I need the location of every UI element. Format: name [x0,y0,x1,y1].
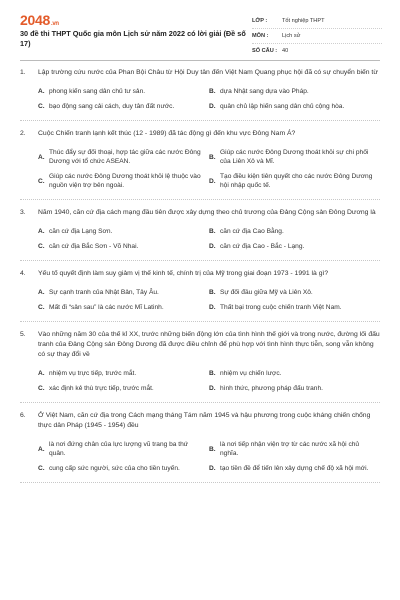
option-text: nhiệm vụ trực tiếp, trước mắt. [49,370,137,377]
answer-option[interactable] [38,145,209,169]
question-number: 4. [20,270,26,277]
option-letter: A. [38,289,45,296]
option-text: Tạo điều kiện tiên quyết cho các nước Đông Dương hội nhập quốc tế. [220,173,373,189]
question-stem [20,330,380,360]
option-letter: D. [209,304,216,311]
meta-row-count [252,44,382,58]
answer-option[interactable] [209,239,380,254]
question-spacer [20,200,380,208]
answer-option[interactable] [209,285,380,300]
option-letter: B. [209,289,216,296]
option-letter: C. [38,385,45,392]
exam-title: 30 đề thi THPT Quốc gia môn Lịch sử năm 2022 có lời giải (Đề số 17) [20,29,246,48]
meta-row-subject [252,29,382,44]
option-text: căn cứ địa Cao - Bắc - Lạng. [220,243,305,250]
option-text: hình thức, phương pháp đấu tranh. [220,385,323,392]
option-text: tạo tiền đề để tiến lên xây dựng chế độ xã hội mới. [220,465,369,472]
question-spacer [20,121,380,129]
answer-option[interactable] [38,224,209,239]
answer-options [38,224,380,254]
option-letter: B. [209,88,216,95]
option-letter: A. [38,153,45,161]
option-text: cung cấp sức người, sức của cho tiền tuyến. [49,465,180,472]
question-spacer [20,322,380,330]
answer-option[interactable] [38,169,209,193]
answer-options [38,84,380,114]
option-letter: B. [209,445,216,453]
option-text: căn cứ địa Cao Bằng. [220,228,284,235]
answer-option[interactable] [38,437,209,461]
question-number: 6. [20,412,26,419]
question-item [20,129,380,208]
question-text: Lập trường cứu nước của Phan Bội Châu từ Hội Duy tân đến Việt Nam Quang phục hội đã có sự chuyển biến từ [38,69,378,76]
answer-option[interactable] [209,145,380,169]
question-number: 3. [20,209,26,216]
option-letter: A. [38,88,45,95]
option-letter: A. [38,370,45,377]
option-letter: C. [38,177,45,185]
question-stem [20,411,380,431]
answer-option[interactable] [209,169,380,193]
question-number: 1. [20,69,26,76]
option-text: quân chủ lập hiến sang dân chủ cộng hòa. [220,103,345,110]
question-text: Cuộc Chiến tranh lạnh kết thúc (12 - 1989) đã tác động gì đến khu vực Đông Nam Á? [38,130,296,137]
answer-option[interactable] [38,300,209,315]
option-text: Giúp các nước Đông Dương thoát khỏi sự chi phối của Liên Xô và Mĩ. [220,149,369,165]
meta-label: LỚP : [252,18,268,24]
answer-options [38,285,380,315]
option-text: bạo động sang cải cách, duy tân đất nước. [49,103,175,110]
question-stem [20,208,380,218]
answer-options [38,437,380,476]
header-divider [20,60,380,61]
question-spacer [20,483,380,491]
option-letter: A. [38,228,45,235]
option-letter: C. [38,243,45,250]
question-number: 2. [20,130,26,137]
option-text: Giúp các nước Đông Dương thoát khỏi lệ thuộc vào nguồn viện trợ bên ngoài. [49,173,201,189]
answer-option[interactable] [209,84,380,99]
answer-option[interactable] [38,239,209,254]
option-letter: C. [38,465,45,472]
option-text: Sự đối đầu giữa Mỹ và Liên Xô. [220,289,313,296]
option-text: nhiệm vụ chiến lược. [220,370,282,377]
option-letter: B. [209,153,216,161]
answer-option[interactable] [38,84,209,99]
meta-value-subject: Lịch sử [282,33,301,39]
question-item [20,269,380,330]
option-letter: C. [38,304,45,311]
meta-value-class: Tốt nghiệp THPT [282,18,325,24]
answer-option[interactable] [38,99,209,114]
answer-option[interactable] [209,224,380,239]
meta-label: MÔN : [252,33,269,39]
answer-option[interactable] [38,381,209,396]
option-letter: D. [209,385,216,392]
option-letter: D. [209,465,216,472]
option-text: Thúc đẩy sự đối thoại, hợp tác giữa các nước Đông Dương với tổ chức ASEAN. [49,149,201,165]
option-letter: D. [209,243,216,250]
question-list [20,68,380,491]
question-number: 5. [20,331,26,338]
option-letter: D. [209,177,216,185]
meta-value-count: 40 [282,48,289,54]
answer-options [38,145,380,193]
option-letter: A. [38,445,45,453]
option-letter: B. [209,370,216,377]
question-item [20,411,380,491]
exam-meta [252,14,382,58]
question-spacer [20,261,380,269]
meta-label: SỐ CÂU : [252,48,278,54]
question-stem [20,68,380,78]
meta-row-class [252,14,382,29]
question-stem [20,269,380,279]
question-item [20,68,380,129]
option-text: Thất bại trong cuộc chiến tranh Việt Nam. [220,304,342,311]
option-letter: C. [38,103,45,110]
answer-option[interactable] [38,461,209,476]
option-text: dựa Nhật sang dựa vào Pháp. [220,88,309,95]
question-spacer [20,403,380,411]
option-text: là nơi đứng chân của lực lượng vũ trang ba thứ quân. [49,441,189,457]
option-text: Mất đi “sân sau” là các nước Mĩ Latinh. [49,304,164,311]
answer-option[interactable] [38,285,209,300]
option-text: xác định kẻ thù trực tiếp, trước mắt. [49,385,154,392]
option-text: là nơi tiếp nhận viện trợ từ các nước xã hội chủ nghĩa. [220,441,360,457]
option-text: Sự cạnh tranh của Nhật Bản, Tây Âu. [49,289,159,296]
answer-option[interactable] [209,99,380,114]
question-text: Ở Việt Nam, căn cứ địa trong Cách mạng tháng Tám năm 1945 và hậu phương trong cuộc kháng chiến chống thực dân Pháp (1945 - 1954) đều [38,412,371,429]
question-item [20,330,380,411]
question-text: Vào những năm 30 của thế kỉ XX, trước những biến động lớn của tình hình thế giới và trong nước, đường lối đấu tranh của Đảng Cộng sản Đông Dương đã được điều chỉnh để phù hợp với tình hình thực tiễn, song vẫn không có sự thay đổi về [38,331,380,358]
answer-option[interactable] [209,300,380,315]
answer-options [38,366,380,396]
option-text: căn cứ địa Bắc Sơn - Võ Nhai. [49,243,139,250]
option-text: căn cứ địa Lạng Sơn. [49,228,113,235]
answer-option[interactable] [209,381,380,396]
answer-option[interactable] [38,366,209,381]
option-letter: D. [209,103,216,110]
option-text: phong kiến sang dân chủ tư sản. [49,88,146,95]
answer-option[interactable] [209,366,380,381]
question-item [20,208,380,269]
answer-option[interactable] [209,437,380,461]
logo-text: 2048 [20,12,50,28]
option-letter: B. [209,228,216,235]
question-stem [20,129,380,139]
page-header [0,0,400,58]
logo-suffix: .vn [50,21,59,27]
answer-option[interactable] [209,461,380,476]
site-logo[interactable] [20,12,59,28]
question-text: Yếu tố quyết định làm suy giảm vị thế kinh tế, chính trị của Mỹ trong giai đoạn 1973 - 1991 là gì? [38,270,329,277]
question-text: Năm 1940, căn cứ địa cách mạng đầu tiên được xây dựng theo chủ trương của Đảng Cộng sản Đông Dương là [38,209,376,216]
